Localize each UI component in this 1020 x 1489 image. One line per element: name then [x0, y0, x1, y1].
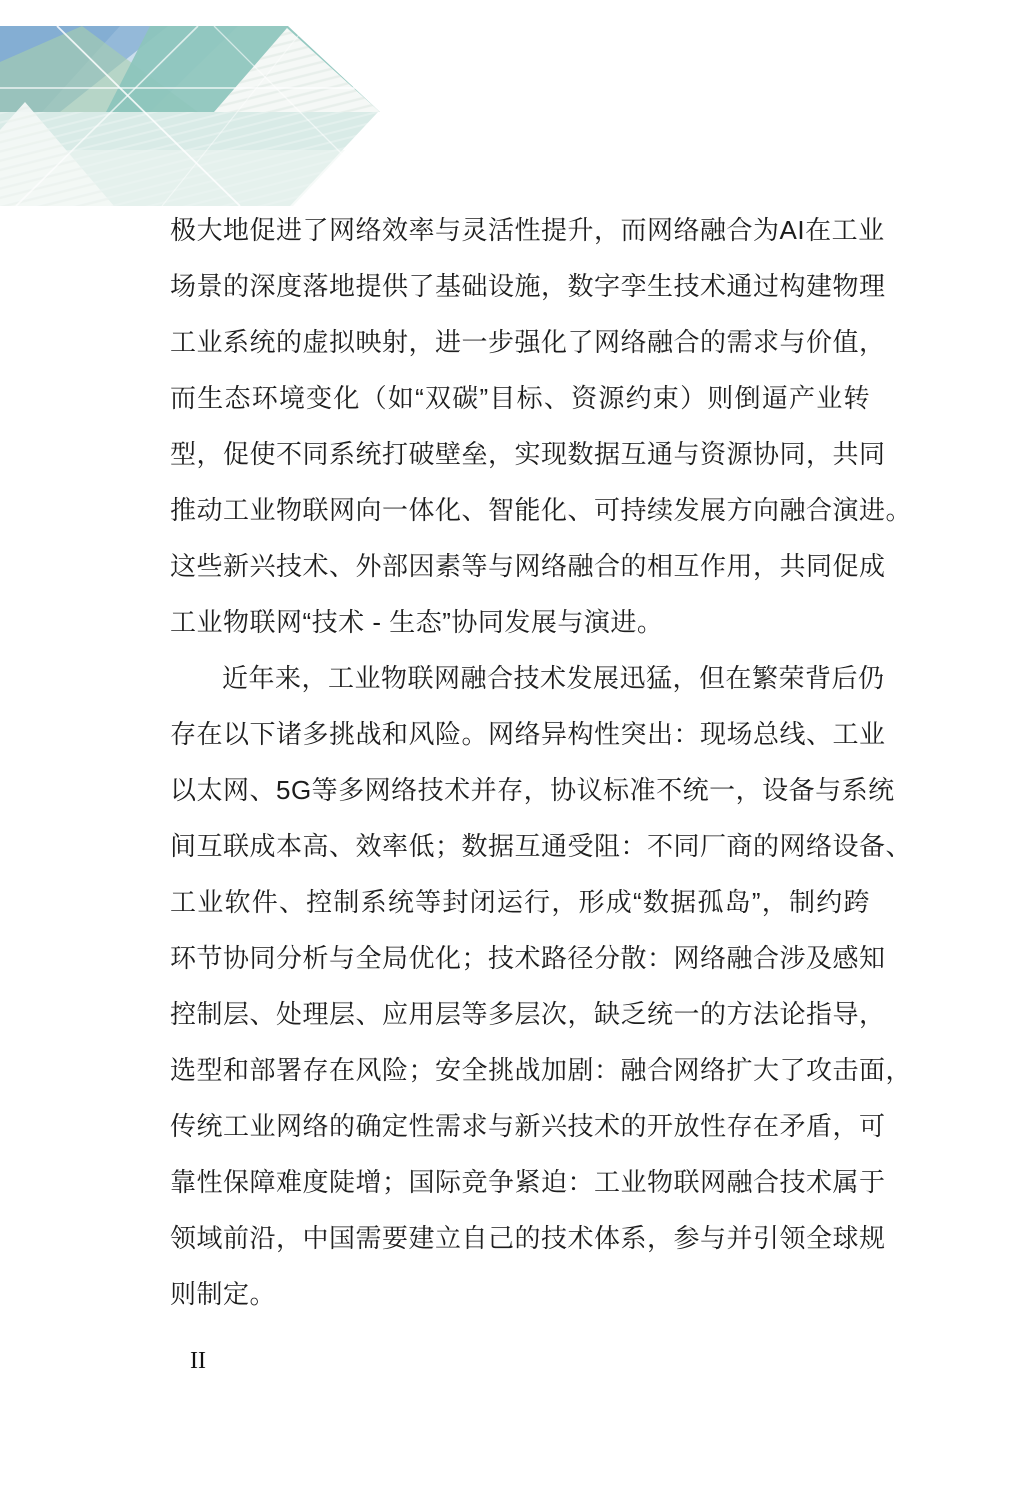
paragraph [170, 202, 913, 650]
text-line: 推动工业物联网向一体化、智能化、可持续发展方向融合演进。 [170, 495, 913, 525]
text-line: 型，促使不同系统打破壁垒，实现数据互通与资源协同，共同 [170, 439, 886, 469]
text-line: 以太网、5G等多网络技术并存，协议标准不统一，设备与系统 [170, 775, 895, 805]
text-line: 这些新兴技术、外部因素等与网络融合的相互作用，共同促成 [170, 551, 886, 581]
text-line: 传统工业网络的确定性需求与新兴技术的开放性存在矛盾，可 [170, 1111, 886, 1141]
text-line: 存在以下诸多挑战和风险。网络异构性突出：现场总线、工业 [170, 719, 886, 749]
text-line: 靠性保障难度陡增；国际竞争紧迫：工业物联网融合技术属于 [170, 1167, 886, 1197]
text-line: 选型和部署存在风险；安全挑战加剧：融合网络扩大了攻击面， [170, 1055, 913, 1085]
text-line: 间互联成本高、效率低；数据互通受阻：不同厂商的网络设备、 [170, 831, 913, 861]
text-line: 工业系统的虚拟映射，进一步强化了网络融合的需求与价值， [170, 327, 886, 357]
text-line: 工业物联网“技术 - 生态”协同发展与演进。 [170, 607, 664, 637]
text-line: 场景的深度落地提供了基础设施，数字孪生技术通过构建物理 [170, 271, 886, 301]
document-body [170, 202, 913, 1322]
text-line: 则制定。 [170, 1279, 277, 1309]
text-line: 环节协同分析与全局优化；技术路径分散：网络融合涉及感知 [170, 943, 886, 973]
text-line: 近年来，工业物联网融合技术发展迅猛，但在繁荣背后仍 [222, 663, 885, 693]
decorative-header-graphic [0, 0, 1020, 212]
text-line: 极大地促进了网络效率与灵活性提升，而网络融合为AI在工业 [170, 215, 885, 245]
paragraph [170, 650, 913, 1322]
page-number: II [190, 1348, 206, 1374]
text-line: 而生态环境变化（如“双碳”目标、资源约束）则倒逼产业转 [170, 383, 870, 413]
text-line: 控制层、处理层、应用层等多层次，缺乏统一的方法论指导， [170, 999, 886, 1029]
text-line: 领域前沿，中国需要建立自己的技术体系，参与并引领全球规 [170, 1223, 886, 1253]
text-line: 工业软件、控制系统等封闭运行，形成“数据孤岛”，制约跨 [170, 887, 870, 917]
